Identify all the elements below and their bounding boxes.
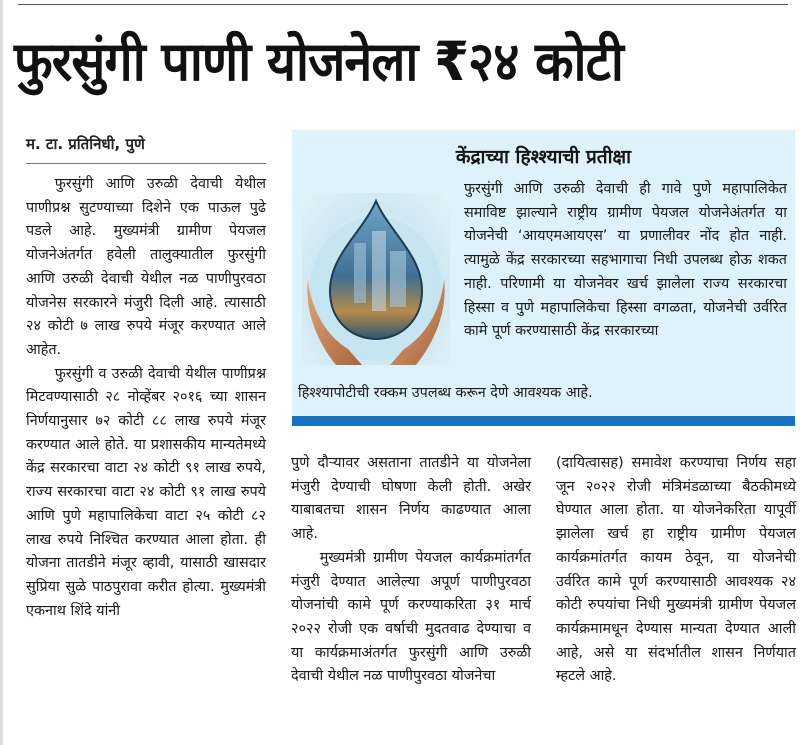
- paragraph: फुरसुंगी व उरुळी देवाची येथील पाणीप्रश्न मिटवण्यासाठी २८ नोव्हेंबर २०१६ च्या शासन निर्णयानुसार ७२ कोटी ८८ लाख रुपये मंजूर करण्यात आले होते. या प्रशासकीय मान्यतेमध्ये केंद्र सरकारचा वाटा २४ कोटी ९१ लाख रुपये, राज्य सरकारचा वाटा २४ कोटी ९१ लाख रुपये आणि पुणे महापालिकेचा वाटा २५ कोटी ८२ लाख रुपये निश्चित करण्यात आला होता. ही योजना तातडीने मंजूर व्हावी, यासाठी खासदार सुप्रिया सुळे पाठपुरावा करीत होत्या. मुख्यमंत्री एकनाथ शिंदे यांनी: [26, 365, 266, 619]
- page-edge: [0, 0, 3, 745]
- water-drop-hands-image: [302, 193, 450, 365]
- article-column-2: [291, 452, 531, 689]
- sidebar-box: [292, 130, 795, 426]
- paragraph: पुणे दौऱ्यावर असताना तातडीने या योजनेला मंजुरी देण्याची घोषणा केली होती. अखेर याबाबतचा शासन निर्णय काढण्यात आला आहे.: [291, 455, 531, 543]
- paragraph: (दायित्वासह) समावेश करण्याचा निर्णय सहा जून २०२२ रोजी मंत्रिमंडळाच्या बैठकीमध्ये घेण्यात आला होता. या योजनेकरिता यापूर्वी झालेला खर्च हा राष्ट्रीय ग्रामीण पेयजल कार्यक्रमांतर्गत कायम ठेवून, या योजनेची उर्वरित कामे पूर्ण करण्यासाठी आवश्यक २४ कोटी रुपयांचा निधी मुख्यमंत्री ग्रामीण पेयजल कार्यक्रमामधून देण्यास मान्यता देण्यात आली आहे, असे या संदर्भातील शासन निर्णयात म्हटले आहे.: [556, 455, 796, 685]
- headline: फुरसुंगी पाणी योजनेला ₹२४ कोटी: [14, 30, 624, 93]
- article-column-3: [556, 452, 796, 689]
- sidebar-accent-bar: [292, 416, 795, 426]
- paragraph: मुख्यमंत्री ग्रामीण पेयजल कार्यक्रमांतर्गत मंजुरी देण्यात आलेल्या अपूर्ण पाणीपुरवठा योजनांची कामे पूर्ण करण्याकरिता ३१ मार्च २०२२ रोजी एक वर्षाची मुदतवाढ देण्याचा व या कार्यक्रमाअंतर्गत फुरसुंगी आणि उरुळी देवाची येथील नळ पाणीपुरवठा योजनेचा: [291, 549, 531, 685]
- sidebar-text-last-line: हिश्श्यापोटीची रक्कम उपलब्ध करून देणे आवश्यक आहे.: [298, 385, 593, 401]
- top-rule-divider: [18, 4, 788, 5]
- byline-divider: [26, 163, 266, 164]
- sidebar-title: केंद्राच्या हिश्श्याची प्रतीक्षा: [455, 146, 632, 168]
- article-column-1: [26, 173, 266, 623]
- paragraph: फुरसुंगी आणि उरुळी देवाची येथील पाणीप्रश्न सुटण्याच्या दिशेने एक पाऊल पुढे पडले आहे. मुख्यमंत्री ग्रामीण पेयजल योजनेअंतर्गत हवेली तालुक्यातील फुरसुंगी आणि उरुळी देवाची येथील नळ पाणीपुरवठा योजनेस सरकारने मंजुरी दिली आहे. त्यासाठी २४ कोटी ७ लाख रुपये मंजूर करण्यात आले आहेत.: [26, 176, 266, 358]
- water-drop-icon: [302, 193, 450, 365]
- byline: म. टा. प्रतिनिधी, पुणे: [26, 135, 145, 153]
- sidebar-text: फुरसुंगी आणि उरुळी देवाची ही गावे पुणे महापालिकेत समाविष्ट झाल्याने राष्ट्रीय ग्रामीण पेयजल योजनेअंतर्गत या योजनेची ‘आयएमआयएस’ या प्रणालीवर नोंद होत नाही. त्यामुळे केंद्र सरकारच्या सहभागाचा निधी उपलब्ध होऊ शकत नाही. परिणामी या योजनेवर खर्च झालेला राज्य सरकारचा हिस्सा व पुणे महापालिकेचा हिस्सा वगळता, योजनेची उर्वरित कामे पूर्ण करण्यासाठी केंद्र सरकारच्या: [464, 181, 787, 340]
